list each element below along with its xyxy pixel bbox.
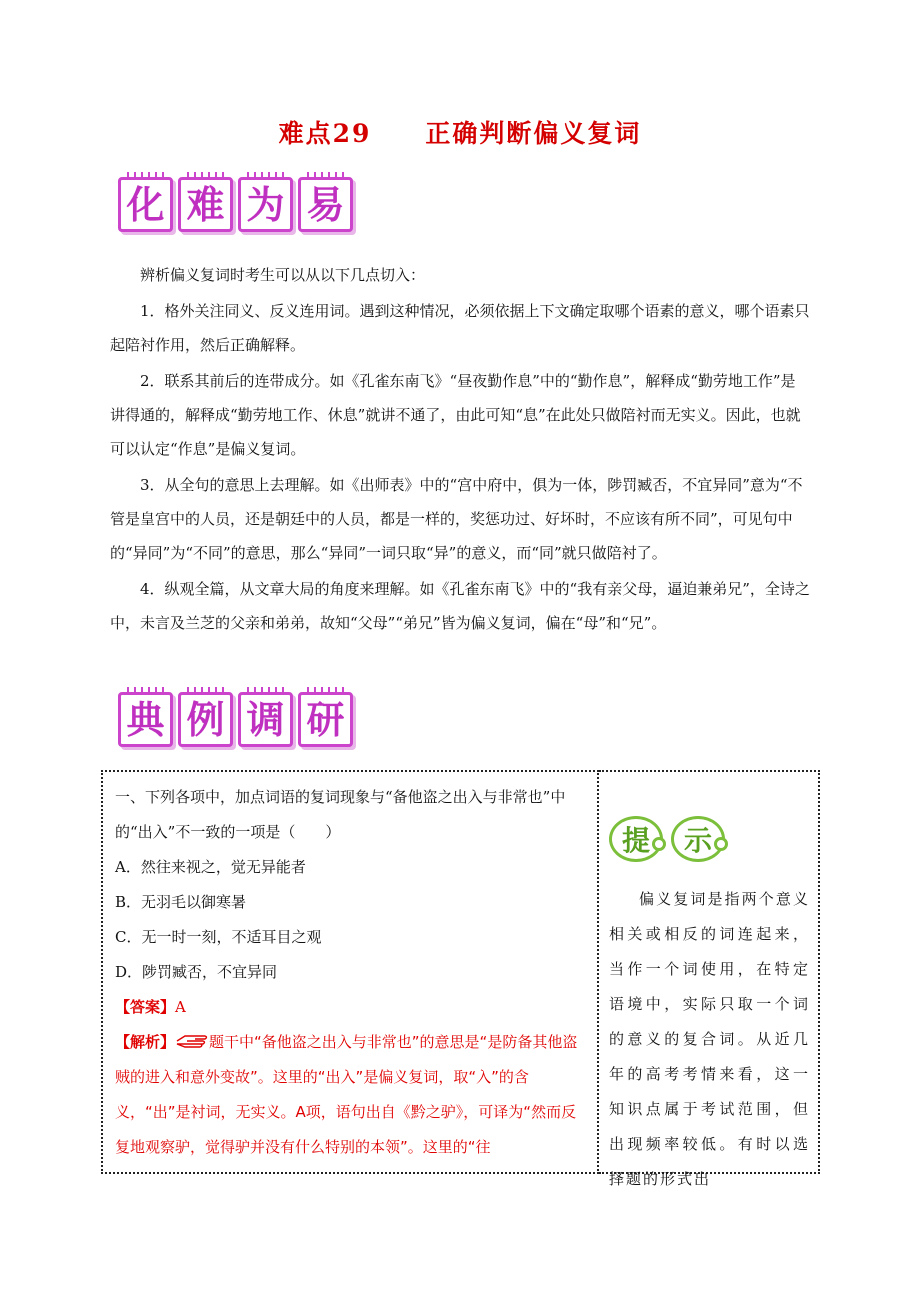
tip-badges: [609, 816, 810, 862]
option-a: A．然往来视之，觉无异能者: [115, 858, 306, 876]
option-b: B．无羽毛以御寒暑: [115, 893, 247, 911]
point-paragraph: 3．从全句的意思上去理解。如《出师表》中的“宫中府中，俱为一体，陟罚臧否，不宜异同”意为“不管是皇宫中的人员，还是朝廷中的人员，都是一样的，奖惩功过、好坏时，不应该有所不同”，可见句中的“异同”为“不同”的意思，那么“异同”一词只取“异”的意义，而“同”就只做陪衬了。: [110, 476, 803, 562]
sticker-char: 调: [238, 692, 293, 747]
pointing-hand-icon: [175, 1032, 209, 1050]
point-paragraph: 4．纵观全篇，从文章大局的角度来理解。如《孔雀东南飞》中的“我有亲父母，逼迫兼弟兄”，全诗之中，未言及兰芝的父亲和弟弟，故知“父母”“弟兄”皆为偏义复词，偏在“母”和“兄”。: [110, 580, 810, 632]
sticker-char: 化: [118, 177, 173, 232]
tip-box: [599, 770, 820, 1188]
answer-value: A: [175, 998, 186, 1016]
option-c: C．无一时一刻，不适耳目之观: [115, 928, 322, 946]
point-paragraph: 1．格外关注同义、反义连用词。遇到这种情况，必须依据上下文确定取哪个语素的意义，哪个语素只起陪衬作用，然后正确解释。: [110, 302, 810, 354]
sticker-char: 典: [118, 692, 173, 747]
tip-badge: 提: [609, 816, 663, 862]
sticker-char: 难: [178, 177, 233, 232]
analysis-label: 【解析】: [115, 1033, 176, 1051]
intro-paragraph: 辨析偏义复词时考生可以从以下几点切入：: [140, 266, 426, 284]
answer-label: 【答案】: [115, 998, 176, 1016]
tip-text: 偏义复词是指两个意义相关或相反的词连起来，当作一个词使用，在特定语境中，实际只取一个词的意义的复合词。从近几年的高考考情来看，这一知识点属于考试范围，但出现频率较低。有时以选择题的形式出: [609, 890, 810, 1188]
section-banner-easy: [118, 177, 353, 232]
analysis-text: 题干中“备他盗之出入与非常也”的意思是“是防备其他盗贼的进入和意外变故”。这里的“出入”是偏义复词，取“入”的含义，“出”是衬词，无实义。A项，语句出自《黔之驴》，可译为“然而反复地观察驴，觉得驴并没有什么特别的本领”。这里的“往: [115, 1033, 578, 1156]
tip-badge: 示: [671, 816, 725, 862]
sticker-char: 易: [298, 177, 353, 232]
question-box: [101, 770, 599, 1174]
page-title: 难点29 正确判断偏义复词: [278, 119, 642, 148]
section-banner-examples: [118, 692, 353, 747]
question-stem: 一、下列各项中，加点词语的复词现象与“备他盗之出入与非常也”中的“出入”不一致的一项是（ ）: [115, 788, 566, 841]
analysis-paragraph: [115, 1025, 587, 1165]
sticker-char: 例: [178, 692, 233, 747]
sticker-char: 为: [238, 177, 293, 232]
answer-line: [115, 990, 587, 1025]
option-d: D．陟罚臧否，不宜异同: [115, 963, 278, 981]
point-paragraph: 2．联系其前后的连带成分。如《孔雀东南飞》“昼夜勤作息”中的“勤作息”，解释成“勤劳地工作”是讲得通的，解释成“勤劳地工作、休息”就讲不通了，由此可知“息”在此处只做陪衬而无实义。因此，也就可以认定“作息”是偏义复词。: [110, 372, 801, 458]
method-text: [110, 258, 810, 640]
sticker-char: 研: [298, 692, 353, 747]
